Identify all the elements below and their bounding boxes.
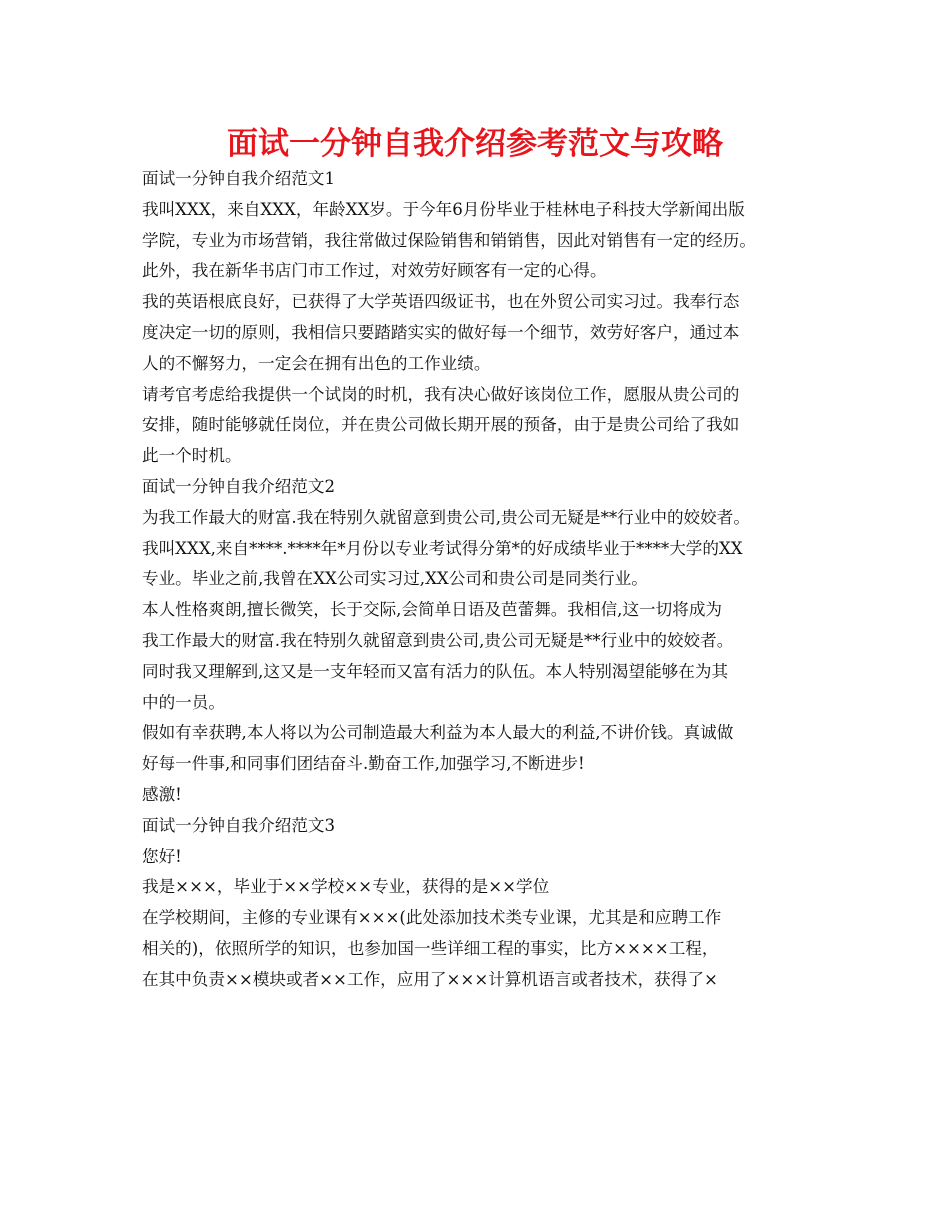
paragraph-line: 我的英语根底良好，已获得了大学英语四级证书，也在外贸公司实习过。我奉行态 — [142, 292, 740, 312]
paragraph-line: 在其中负责××模块或者××工作，应用了×××计算机语言或者技术，获得了× — [142, 969, 718, 989]
document-title: 面试一分钟自我介绍参考范文与攻略 — [227, 126, 723, 162]
paragraph-line: 请考官考虑给我提供一个试岗的时机，我有决心做好该岗位工作，愿服从贵公司的 — [142, 384, 740, 404]
document-body — [142, 164, 832, 996]
paragraph-line: 我工作最大的财富.我在特别久就留意到贵公司,贵公司无疑是**行业中的姣姣者。 — [142, 630, 734, 650]
paragraph-line: 同时我又理解到,这又是一支年轻而又富有活力的队伍。本人特别渴望能够在为其 — [142, 661, 729, 681]
section-heading-3: 面试一分钟自我介绍范文3 — [142, 815, 336, 835]
paragraph-line: 在学校期间，主修的专业课有×××(此处添加技术类专业课，尤其是和应聘工作 — [142, 908, 722, 928]
paragraph-line: 学院，专业为市场营销，我往常做过保险销售和销销售，因此对销售有一定的经历。 — [142, 230, 756, 250]
paragraph-line: 好每一件事,和同事们团结奋斗.勤奋工作,加强学习,不断进步! — [142, 754, 585, 774]
paragraph-line: 中的一员。 — [142, 692, 225, 712]
paragraph-line: 此外，我在新华书店门市工作过，对效劳好顾客有一定的心得。 — [142, 261, 607, 281]
paragraph-line: 我是×××，毕业于××学校××专业，获得的是××学位 — [142, 877, 550, 897]
paragraph-line: 此一个时机。 — [142, 446, 242, 466]
paragraph-line: 相关的)，依照所学的知识，也参加国一些详细工程的事实，比方××××工程， — [142, 938, 719, 958]
paragraph-line: 本人性格爽朗,擅长微笑，长于交际,会简单日语及芭蕾舞。我相信,这一切将成为 — [142, 600, 723, 620]
paragraph-line: 安排，随时能够就任岗位，并在贵公司做长期开展的预备，由于是贵公司给了我如 — [142, 415, 740, 435]
paragraph-line: 假如有幸获聘,本人将以为公司制造最大利益为本人最大的利益,不讲价钱。真诚做 — [142, 723, 734, 743]
paragraph-line: 您好! — [142, 846, 182, 866]
paragraph-line: 为我工作最大的财富.我在特别久就留意到贵公司,贵公司无疑是**行业中的姣姣者。 — [142, 507, 750, 527]
paragraph-line: 专业。毕业之前,我曾在XX公司实习过,XX公司和贵公司是同类行业。 — [142, 569, 648, 589]
paragraph-line: 度决定一切的原则，我相信只要踏踏实实的做好每一个细节，效劳好客户，通过本 — [142, 322, 740, 342]
paragraph-line: 我叫XXX，来自XXX，年龄XX岁。于今年6月份毕业于桂林电子科技大学新闻出版 — [142, 199, 745, 219]
section-heading-1: 面试一分钟自我介绍范文1 — [142, 169, 336, 188]
section-heading-2: 面试一分钟自我介绍范文2 — [142, 476, 336, 496]
paragraph-line: 我叫XXX,来自****.****年*月份以专业考试得分第*的好成绩毕业于****大学的XX — [142, 538, 743, 558]
paragraph-line: 人的不懈努力，一定会在拥有出色的工作业绩。 — [142, 353, 491, 373]
paragraph-line: 感激! — [142, 784, 182, 804]
